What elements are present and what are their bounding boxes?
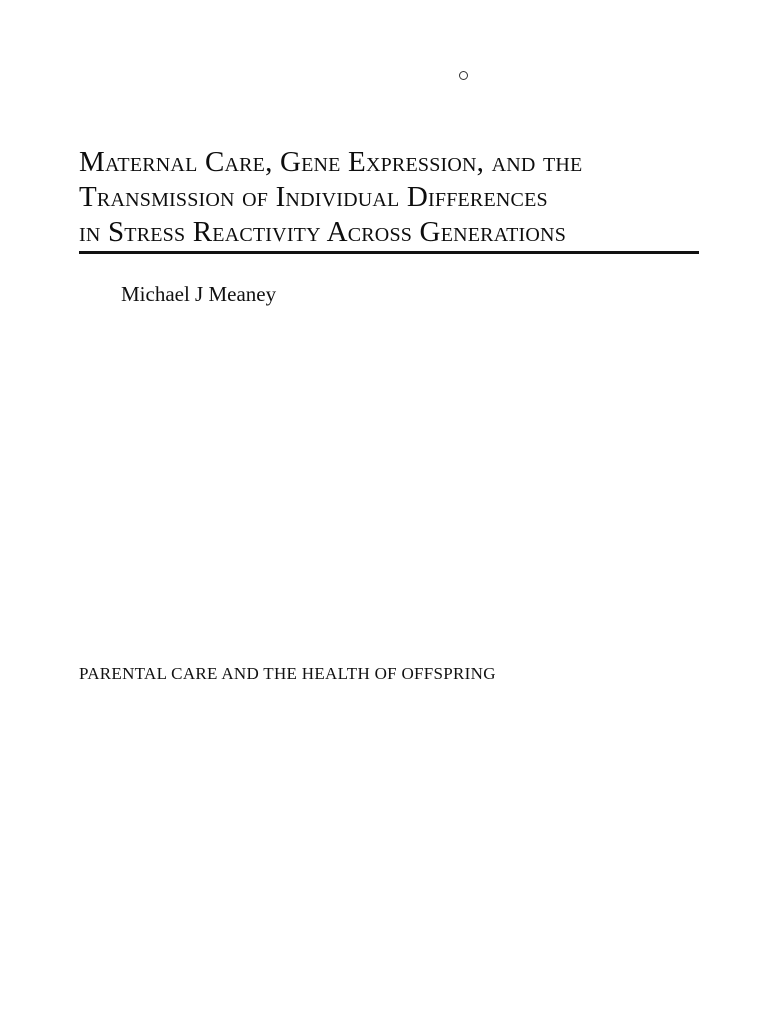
title-line-3: in Stress Reactivity Across Generations [79, 216, 567, 248]
author-name: Michael J Meaney [121, 282, 277, 306]
section-heading: PARENTAL CARE AND THE HEALTH OF OFFSPRING [79, 664, 496, 683]
circle-icon [459, 71, 468, 80]
paper-title [79, 145, 699, 250]
title-rule [79, 251, 699, 254]
title-line-2: Transmission of Individual Differences [79, 181, 548, 213]
title-line-1: Maternal Care, Gene Expression, and the [79, 146, 583, 178]
